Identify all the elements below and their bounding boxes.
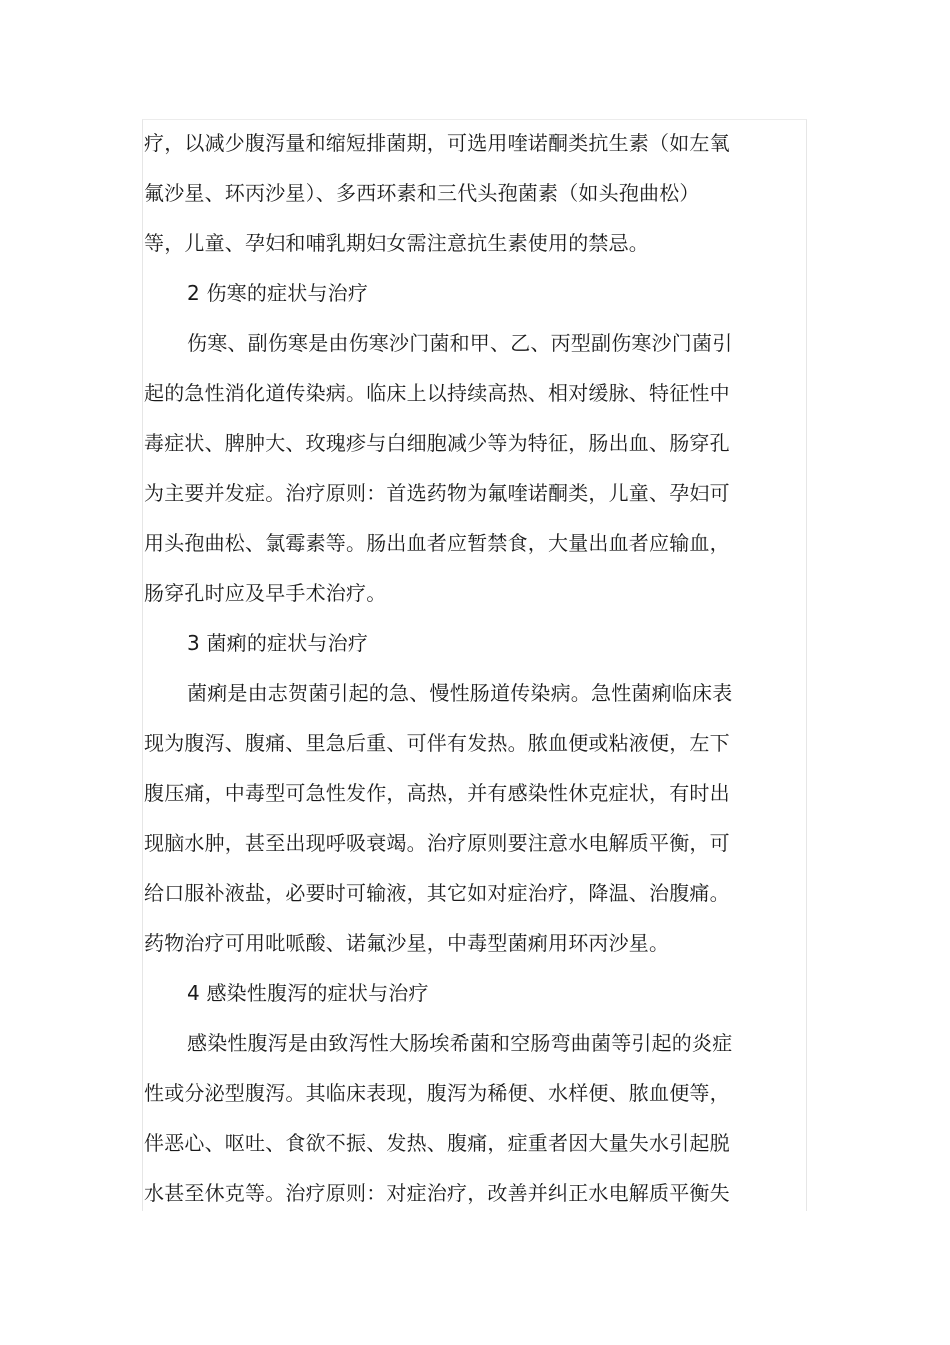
section-heading-infectious-diarrhea: 4 感染性腹泻的症状与治疗 bbox=[187, 981, 429, 1005]
text-line: 为主要并发症。治疗原则：首选药物为氟喹诺酮类，儿童、孕妇可 bbox=[144, 481, 730, 505]
text-line: 起的急性消化道传染病。临床上以持续高热、相对缓脉、特征性中 bbox=[144, 381, 730, 405]
text-line: 药物治疗可用吡哌酸、诺氟沙星，中毒型菌痢用环丙沙星。 bbox=[144, 931, 670, 955]
text-line: 现为腹泻、腹痛、里急后重、可伴有发热。脓血便或粘液便，左下 bbox=[144, 731, 730, 755]
text-line: 感染性腹泻是由致泻性大肠埃希菌和空肠弯曲菌等引起的炎症 bbox=[187, 1031, 733, 1055]
text-line: 用头孢曲松、氯霉素等。肠出血者应暂禁食，大量出血者应输血， bbox=[144, 531, 730, 555]
text-line: 给口服补液盐，必要时可输液，其它如对症治疗，降温、治腹痛。 bbox=[144, 881, 730, 905]
text-line: 等，儿童、孕妇和哺乳期妇女需注意抗生素使用的禁忌。 bbox=[144, 231, 649, 255]
text-line: 伤寒、副伤寒是由伤寒沙门菌和甲、乙、丙型副伤寒沙门菌引 bbox=[187, 331, 733, 355]
text-line: 肠穿孔时应及早手术治疗。 bbox=[144, 581, 387, 605]
text-line: 水甚至休克等。治疗原则：对症治疗，改善并纠正水电解质平衡失 bbox=[144, 1181, 730, 1205]
text-line: 氟沙星、环丙沙星）、多西环素和三代头孢菌素（如头孢曲松） bbox=[144, 181, 700, 205]
text-line: 菌痢是由志贺菌引起的急、慢性肠道传染病。急性菌痢临床表 bbox=[187, 681, 733, 705]
text-line: 腹压痛，中毒型可急性发作，高热，并有感染性休克症状，有时出 bbox=[144, 781, 730, 805]
text-line: 性或分泌型腹泻。其临床表现，腹泻为稀便、水样便、脓血便等， bbox=[144, 1081, 730, 1105]
section-heading-dysentery: 3 菌痢的症状与治疗 bbox=[187, 631, 369, 655]
text-line: 疗，以减少腹泻量和缩短排菌期，可选用喹诺酮类抗生素（如左氧 bbox=[144, 131, 730, 155]
document-body bbox=[144, 118, 754, 1218]
section-heading-typhoid: 2 伤寒的症状与治疗 bbox=[187, 281, 369, 305]
text-line: 现脑水肿，甚至出现呼吸衰竭。治疗原则要注意水电解质平衡，可 bbox=[144, 831, 730, 855]
text-line: 毒症状、脾肿大、玫瑰疹与白细胞减少等为特征，肠出血、肠穿孔 bbox=[144, 431, 730, 455]
text-line: 伴恶心、呕吐、食欲不振、发热、腹痛，症重者因大量失水引起脱 bbox=[144, 1131, 730, 1155]
